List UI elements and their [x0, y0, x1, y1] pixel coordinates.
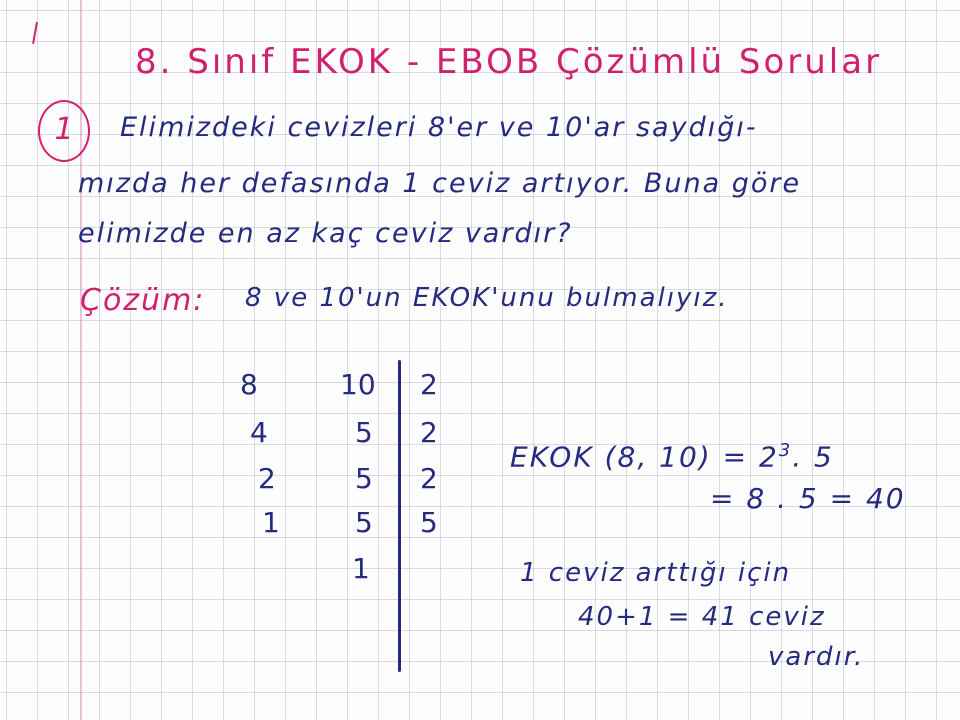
solution-intro: 8 ve 10'un EKOK'unu bulmalıyız. — [245, 283, 729, 313]
factor-b-3: 5 — [355, 506, 373, 539]
question-line-1: Elimizdeki cevizleri 8'er ve 10'ar saydığı- — [120, 112, 758, 143]
note-line-3: vardır. — [768, 642, 865, 672]
ekok-equation — [510, 440, 834, 473]
question-number-circle: 1 — [38, 100, 90, 162]
divisor-2: 2 — [420, 462, 438, 495]
divisor-3: 5 — [420, 506, 438, 539]
division-bar — [398, 360, 401, 672]
factor-a-0: 8 — [240, 368, 258, 401]
factor-a-2: 2 — [258, 462, 276, 495]
factor-b-4: 1 — [352, 552, 370, 585]
ekok-equation-main: EKOK (8, 10) = 2 — [510, 440, 779, 474]
factor-b-0: 10 — [340, 368, 376, 401]
ekok-equation-tail: . 5 — [792, 440, 834, 474]
question-line-3: elimizde en az kaç ceviz vardır? — [78, 218, 573, 249]
factor-b-2: 5 — [355, 462, 373, 495]
solution-label: Çözüm: — [80, 283, 206, 318]
factor-b-1: 5 — [355, 416, 373, 449]
page-title: 8. Sınıf EKOK - EBOB Çözümlü Sorular — [135, 42, 883, 82]
divisor-0: 2 — [420, 368, 438, 401]
question-line-2: mızda her defasında 1 ceviz artıyor. Buna göre — [78, 168, 802, 199]
note-line-2: 40+1 = 41 ceviz — [578, 602, 826, 632]
ekok-result: = 8 . 5 = 40 — [710, 482, 906, 515]
factor-a-3: 1 — [262, 506, 280, 539]
divisor-1: 2 — [420, 416, 438, 449]
ekok-exponent: 3 — [778, 440, 793, 461]
factor-a-1: 4 — [250, 416, 268, 449]
edge-mark — [32, 22, 38, 44]
note-line-1: 1 ceviz arttığı için — [520, 558, 792, 588]
